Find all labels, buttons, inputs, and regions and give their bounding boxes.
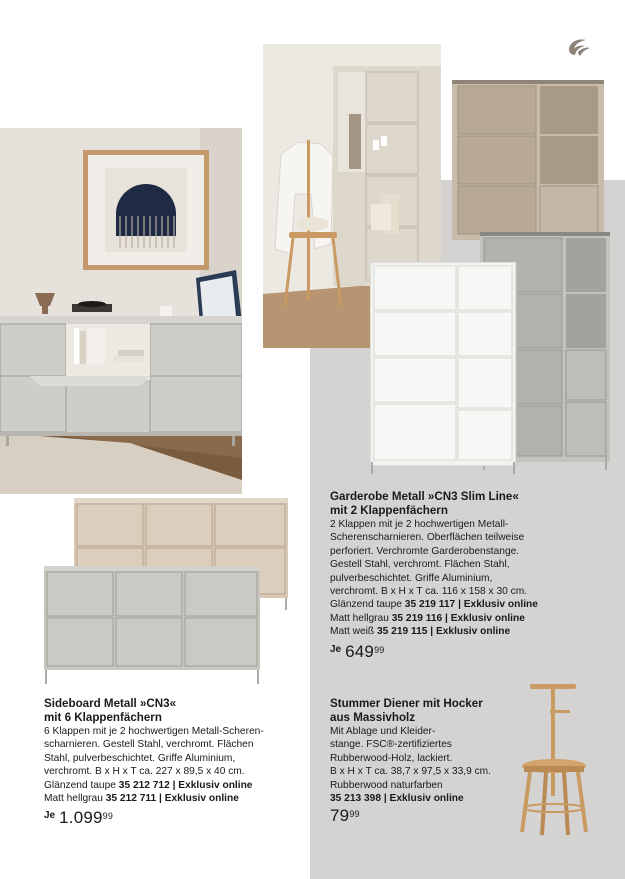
article-number: 35 219 115: [377, 626, 428, 638]
product-description-line: stange. FSC®-zertifiziertes: [330, 739, 452, 751]
price-main: 79: [330, 806, 350, 826]
product-description-line: Stahl, pulverbeschichtet. Griffe Aluminium,: [44, 752, 236, 764]
price: [330, 806, 515, 826]
product-description-line: verchromt. B x H x T ca. 227 x 89,5 x 40 cm.: [44, 766, 245, 778]
price-prefix: Je: [44, 810, 56, 822]
article-number: 35 219 117: [404, 599, 456, 611]
product-description-line: B x H x T ca. 38,7 x 97,5 x 33,9 cm.: [330, 766, 491, 778]
product-description-line: pulverbeschichtet. Griffe Aluminium,: [330, 572, 493, 584]
price-cents: 99: [349, 809, 360, 820]
garderobe-white-image: [370, 262, 518, 476]
online-note: | Exklusiv online: [159, 793, 239, 805]
article-number: 35 212 712: [118, 779, 170, 791]
product-description-line: scharnieren. Gestell Stahl, verchromt. Flächen: [44, 739, 254, 751]
product-description-line: Mit Ablage und Kleider-: [330, 726, 436, 737]
variant-line: [330, 792, 515, 805]
product-description-line: Scherenscharnieren. Oberflächen teilweise: [330, 532, 525, 544]
product-title-line: Stummer Diener mit Hocker: [330, 697, 483, 710]
variant-color: Matt weiß: [330, 626, 375, 638]
price: [44, 808, 308, 828]
product-description-line: Gestell Stahl, verchromt. Flächen Stahl,: [330, 559, 510, 571]
valet-stand-image: [512, 680, 602, 840]
living-room-photo: [0, 128, 242, 494]
price-main: 649: [345, 641, 375, 661]
product-garderobe: [330, 490, 620, 661]
product-description-line: verchromt. B x H x T ca. 116 x 158 x 30 cm.: [330, 586, 528, 598]
product-title-line: Sideboard Metall »CN3«: [44, 697, 177, 710]
product-description-line: Rubberwood naturfarben: [330, 779, 443, 791]
product-title-line: Garderobe Metall »CN3 Slim Line«: [330, 490, 519, 503]
product-sideboard: [44, 697, 308, 828]
price-cents: 99: [102, 811, 114, 822]
product-description-line: Rubberwood-Holz, lackiert.: [330, 752, 453, 764]
article-number: 35 219 116: [391, 612, 443, 624]
product-title-line: aus Massivholz: [330, 711, 416, 724]
variant-color: Matt hellgrau: [44, 793, 103, 805]
price: [330, 641, 620, 661]
price-value: [330, 806, 360, 826]
price-cents: 99: [374, 644, 385, 655]
article-number: 35 212 711: [105, 793, 157, 805]
variant-color: Glänzend taupe: [44, 779, 116, 791]
sideboard-hellgrau-image: [44, 566, 262, 688]
price-prefix: Je: [330, 643, 342, 655]
product-valet-stand: [330, 697, 515, 826]
price-main: 1.099: [59, 808, 103, 828]
online-note: | Exklusiv online: [445, 612, 525, 624]
online-note: | Exklusiv online: [383, 793, 464, 805]
online-note: | Exklusiv online: [458, 599, 538, 611]
product-description-line: 6 Klappen mit je 2 hochwertigen Metall-Scheren-: [44, 726, 264, 737]
variant-line: [44, 779, 308, 792]
variant-line: [330, 598, 620, 611]
variant-line: [44, 792, 308, 805]
variant-color: Matt hellgrau: [330, 612, 389, 624]
online-note: | Exklusiv online: [172, 779, 253, 791]
price-value: [345, 641, 385, 661]
product-description-line: perforiert. Verchromte Garderobenstange.: [330, 545, 520, 557]
article-number: 35 213 398: [330, 793, 381, 805]
tchibo-coffee-bean-logo-icon: [566, 36, 592, 58]
variant-line: [330, 625, 620, 638]
variant-line: [330, 612, 620, 625]
product-description-line: 2 Klappen mit je 2 hochwertigen Metall-: [330, 519, 509, 530]
product-title-line: mit 6 Klappenfächern: [44, 711, 162, 724]
variant-color: Glänzend taupe: [330, 599, 402, 611]
online-note: | Exklusiv online: [430, 626, 511, 638]
product-title-line: mit 2 Klappenfächern: [330, 504, 448, 517]
price-value: [59, 808, 114, 828]
